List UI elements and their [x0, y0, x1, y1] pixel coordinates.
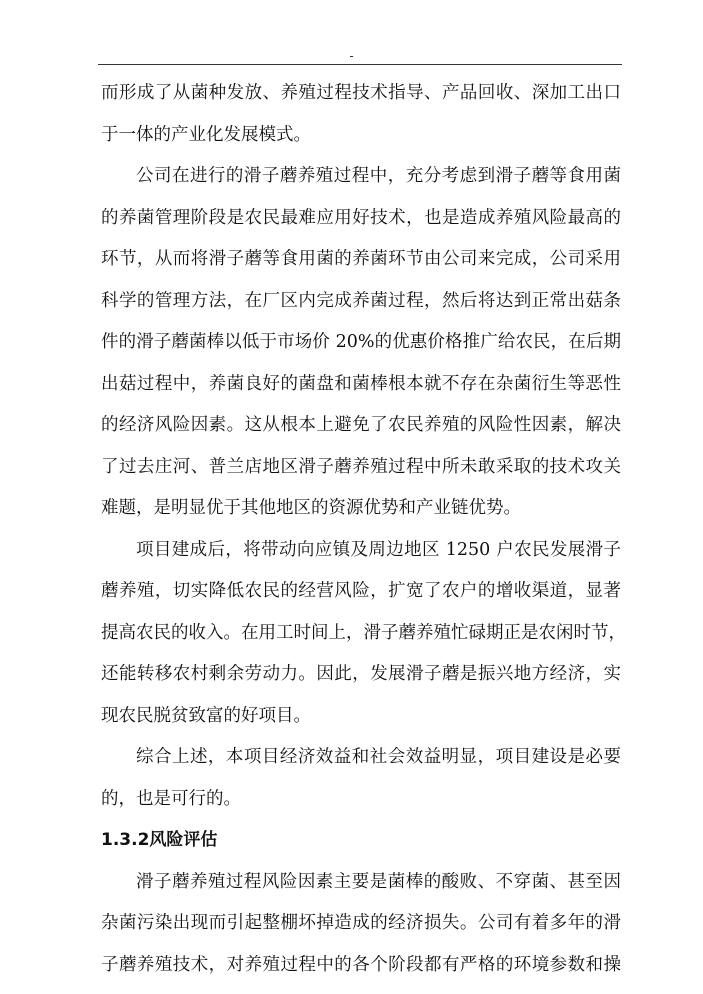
text-line: 的养菌管理阶段是农民最难应用好技术，也是造成养殖风险最高的 — [101, 207, 621, 228]
paragraph — [101, 737, 621, 820]
text-line: 环节，从而将滑子蘑等食用菌的养菌环节由公司来完成，公司采用 — [101, 249, 621, 269]
header-mark: - — [349, 49, 354, 63]
text-line: 蘑养殖，切实降低农民的经营风险，扩宽了农户的增收渠道，显著 — [101, 581, 621, 601]
section-number: 1.3.2 — [101, 830, 150, 850]
text-line: 项目建成后，将带动向应镇及周边地区 1250 户农民发展滑子 — [136, 539, 621, 560]
text-line: 于一体的产业化发展模式。 — [101, 124, 311, 145]
text-line: 杂菌污染出现而引起整棚坏掉造成的经济损失。公司有着多年的滑 — [101, 913, 621, 933]
text-line: 现农民脱贫致富的好项目。 — [101, 705, 311, 726]
text-line: 科学的管理方法，在厂区内完成养菌过程，然后将达到正常出菇条 — [101, 290, 621, 311]
text-line: 提高农民的收入。在用工时间上，滑子蘑养殖忙碌期正是农闲时节， — [101, 622, 626, 643]
text-line: 件的滑子蘑菌棒以低于市场价 20%的优惠价格推广给农民，在后期 — [101, 332, 621, 352]
text-line: 而形成了从菌种发放、养殖过程技术指导、产品回收、深加工出口 — [101, 83, 621, 103]
text-line: 出菇过程中，养菌良好的菌盘和菌棒根本就不存在杂菌衍生等恶性 — [101, 373, 621, 394]
text-line: 滑子蘑养殖过程风险因素主要是菌棒的酸败、不穿菌、甚至因 — [136, 871, 621, 892]
body-text — [101, 73, 626, 986]
text-line: 了过去庄河、普兰店地区滑子蘑养殖过程中所未敢采取的技术攻关 — [101, 456, 621, 477]
text-line: 公司在进行的滑子蘑养殖过程中，充分考虑到滑子蘑等食用菌 — [136, 166, 621, 186]
paragraph — [101, 156, 621, 530]
text-line: 难题，是明显优于其他地区的资源优势和产业链优势。 — [101, 498, 521, 518]
paragraph — [101, 73, 621, 156]
section-heading — [101, 820, 621, 862]
text-line: 还能转移农村剩余劳动力。因此，发展滑子蘑是振兴地方经济，实 — [101, 664, 621, 684]
text-line: 综合上述，本项目经济效益和社会效益明显，项目建设是必要 — [136, 747, 621, 767]
paragraph — [101, 530, 626, 738]
text-line: 子蘑养殖技术，对养殖过程中的各个阶段都有严格的环境参数和操 — [101, 954, 621, 975]
paragraph — [101, 862, 621, 987]
header-rule — [98, 64, 622, 65]
section-title: 风险评估 — [149, 830, 218, 850]
text-line: 的，也是可行的。 — [101, 788, 241, 809]
text-line: 的经济风险因素。这从根本上避免了农民养殖的风险性因素，解决 — [101, 415, 621, 435]
